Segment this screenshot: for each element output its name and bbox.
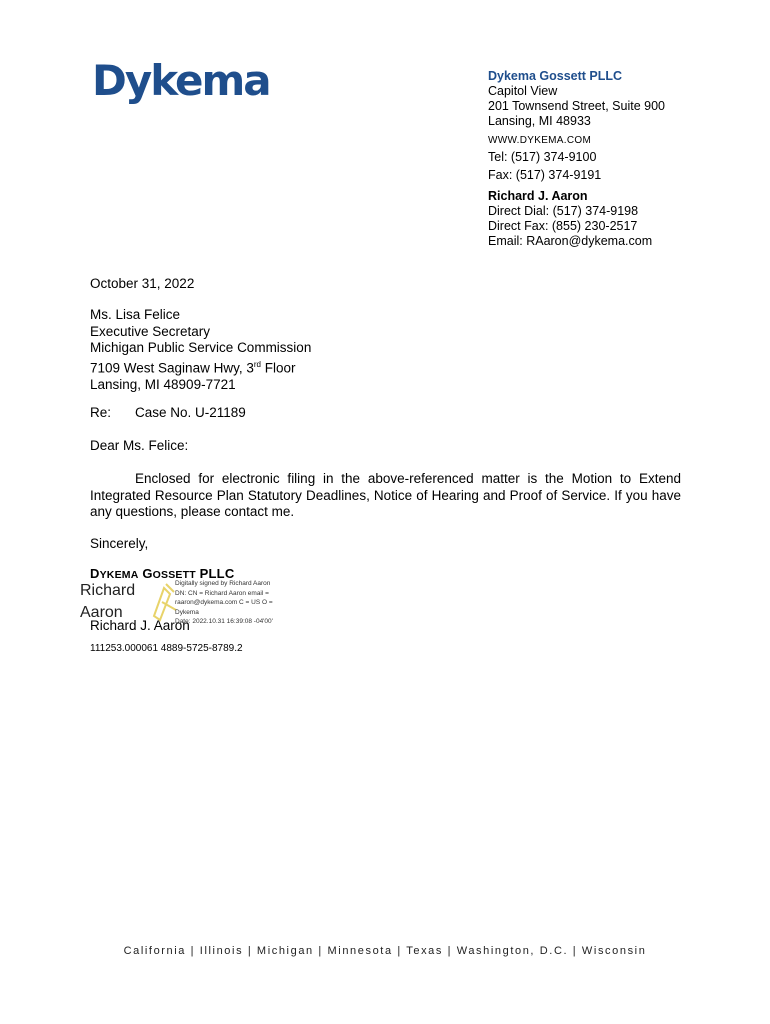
re-label: Re: <box>90 405 112 420</box>
document-id: 111253.000061 4889-5725-8789.2 <box>90 643 243 654</box>
email-link[interactable]: Email: RAaron@dykema.com <box>488 234 653 248</box>
address-line-2: 201 Townsend Street, Suite 900 <box>488 99 665 113</box>
re-line <box>90 405 246 422</box>
fax: Fax: (517) 374-9191 <box>488 168 602 182</box>
telephone: Tel: (517) 374-9100 <box>488 150 597 164</box>
salutation: Dear Ms. Felice: <box>90 438 189 453</box>
firm-name: Dykema Gossett PLLC <box>488 69 623 83</box>
digital-signature-details: Digitally signed by Richard Aaron DN: CN = Richard Aaron email = raaron@dykema.com C = US O = Dykema Date: 2022.10.31 16:39:08 -04'00' <box>175 580 273 625</box>
letter-date: October 31, 2022 <box>90 276 195 291</box>
address-line-3: Lansing, MI 48933 <box>488 114 591 128</box>
recipient-title: Executive Secretary <box>90 323 211 339</box>
recipient-address <box>90 307 311 393</box>
typed-signature-name: Richard J. Aaron <box>90 618 190 633</box>
attorney-name: Richard J. Aaron <box>488 189 588 203</box>
direct-dial: Direct Dial: (517) 374-9198 <box>488 204 639 218</box>
address-line-1: Capitol View <box>488 84 558 98</box>
footer-locations: California | Illinois | Michigan | Minnesota | Texas | Washington, D.C. | Wisconsin <box>123 945 647 957</box>
recipient-organization: Michigan Public Service Commission <box>90 340 312 355</box>
recipient-name: Ms. Lisa Felice <box>90 307 181 322</box>
re-value: Case No. U-21189 <box>135 405 246 420</box>
signature-firm-name: DYKEMA GOSSETT PLLC <box>90 566 235 581</box>
dykema-logo: Dykema <box>92 56 270 105</box>
handwritten-signature: Richard Aaron <box>80 582 136 621</box>
recipient-street: 7109 West Saginaw Hwy, 3rd Floor <box>90 359 296 375</box>
closing: Sincerely, <box>90 536 149 551</box>
recipient-city: Lansing, MI 48909-7721 <box>90 376 236 392</box>
body-paragraph <box>90 471 681 521</box>
letterhead-block <box>488 69 665 249</box>
body-text: Enclosed for electronic filing in the above-referenced matter is the Motion to Extend Integrated Resource Plan Statutory Deadlines, Notice of Hearing and Proof of Service. If you have any questions, please contact me. <box>90 471 681 519</box>
direct-fax: Direct Fax: (855) 230-2517 <box>488 219 638 233</box>
website-link[interactable]: WWW.DYKEMA.COM <box>488 135 592 146</box>
